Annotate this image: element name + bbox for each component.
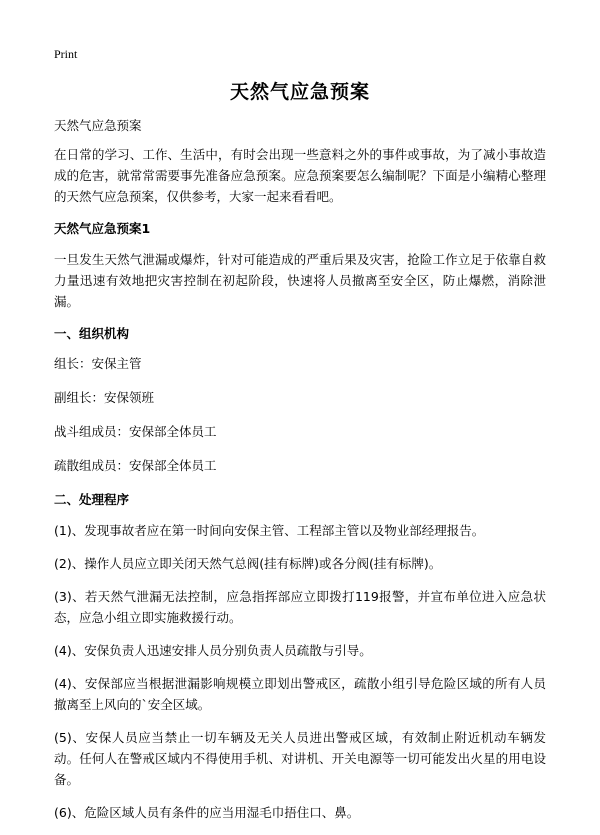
procedure-list — [54, 520, 546, 823]
procedure-step: (4)、安保部应当根据泄漏影响规模立即划出警戒区，疏散小组引导危险区域的所有人员撤离至上风向的`安全区域。 — [54, 676, 546, 712]
org-line-evacuation: 疏散组成员：安保部全体员工 — [54, 458, 217, 473]
section-heading: 天然气应急预案1 — [54, 221, 151, 236]
procedure-heading: 二、处理程序 — [54, 492, 130, 507]
intro-paragraph: 在日常的学习、工作、生活中，有时会出现一些意料之外的事件或事故，为了减小事故造成的危害，就常常需要事先准备应急预案。应急预案要怎么编制呢？下面是小编精心整理的天然气应急预案，仅供参考，大家一起来看看吧。 — [54, 147, 546, 204]
procedure-step: (4)、安保负责人迅速安排人员分别负责人员疏散与引导。 — [54, 643, 372, 658]
procedure-step: (3)、若天然气泄漏无法控制，应急指挥部应立即拨打119报警，并宣布单位进入应急状态，应急小组立即实施救援行动。 — [54, 589, 546, 625]
procedure-step: (5)、安保人员应当禁止一切车辆及无关人员进出警戒区域，有效制止附近机动车辆发动。任何人在警戒区域内不得使用手机、对讲机、开关电源等一切可能发出火星的用电设备。 — [54, 730, 546, 787]
procedure-step: (2)、操作人员应立即关闭天然气总阀(挂有标牌)或各分阀(挂有标牌)。 — [54, 556, 442, 571]
document-subtitle: 天然气应急预案 — [54, 118, 142, 133]
procedure-step: (6)、危险区域人员有条件的应当用湿毛巾捂住口、鼻。 — [54, 805, 360, 820]
print-label: Print — [54, 47, 78, 61]
org-line-combat: 战斗组成员：安保部全体员工 — [54, 424, 217, 439]
document-body — [54, 116, 546, 835]
org-heading: 一、组织机构 — [54, 326, 130, 341]
procedure-step: (1)、发现事故者应在第一时间向安保主管、工程部主管以及物业部经理报告。 — [54, 523, 485, 538]
section-intro-paragraph: 一旦发生天然气泄漏或爆炸，针对可能造成的严重后果及灾害，抢险工作立足于依靠自救力量迅速有效地把灾害控制在初起阶段，快速将人员撤离至安全区，防止爆燃，消除泄漏。 — [54, 252, 546, 309]
org-line-leader: 组长：安保主管 — [54, 356, 142, 371]
page-title: 天然气应急预案 — [229, 81, 370, 103]
org-line-deputy: 副组长：安保领班 — [54, 390, 155, 405]
